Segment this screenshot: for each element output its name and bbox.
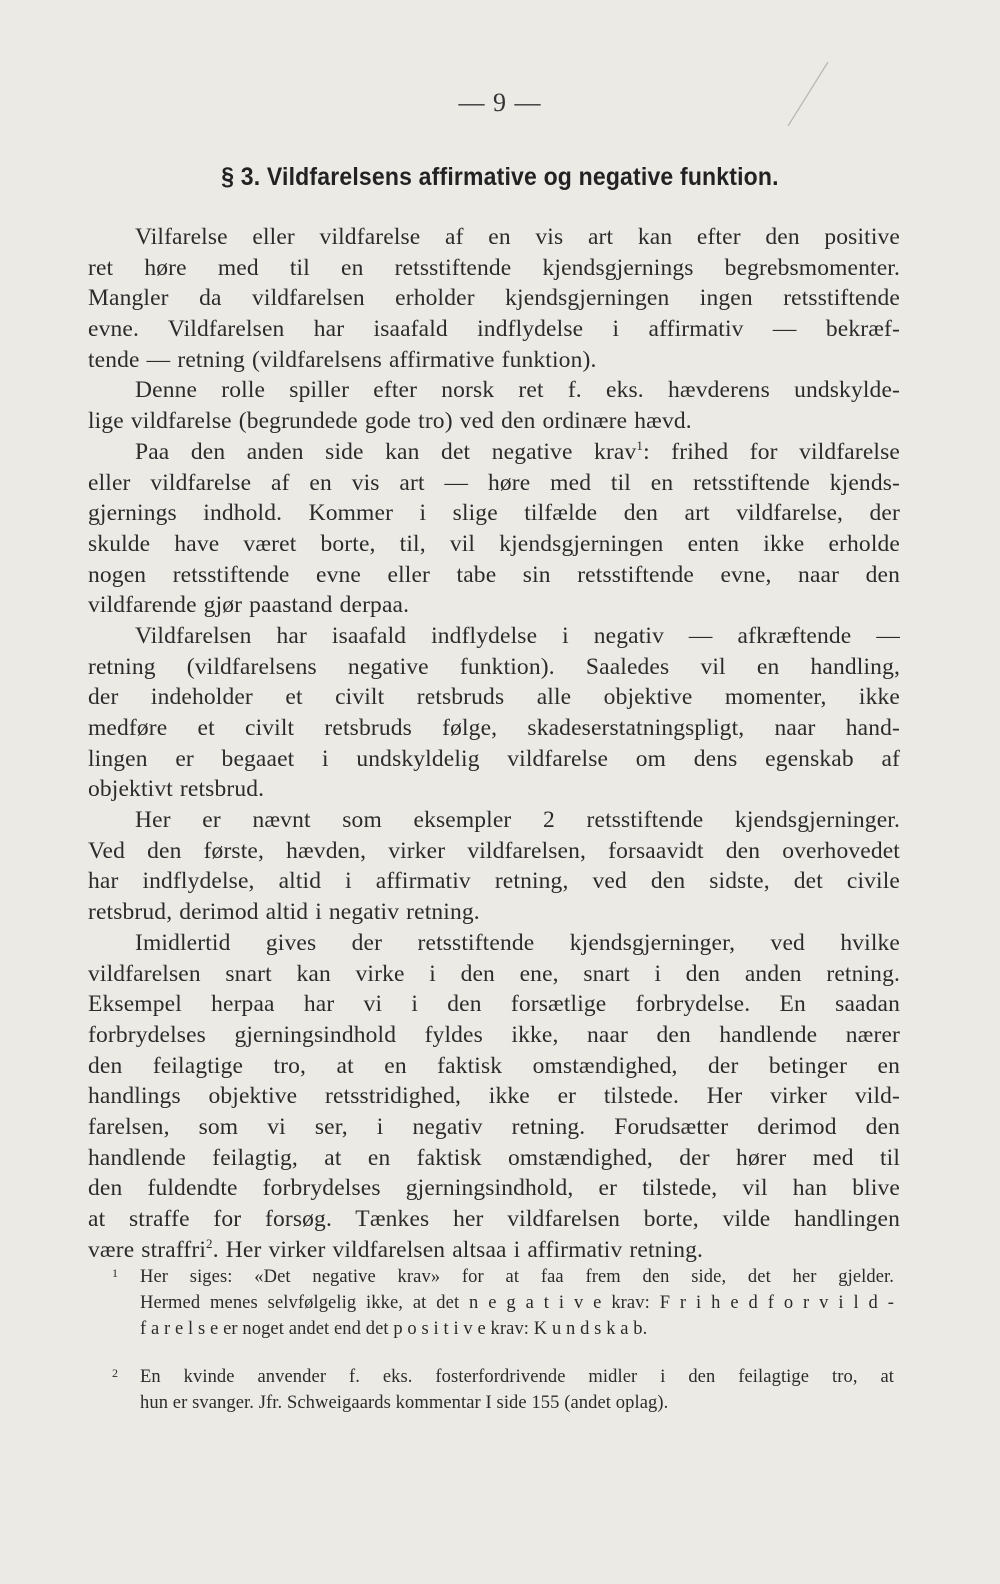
text-line-content: Ved den første, hævden, virker vildfarelsen, forsaavidt den overhovedet [88,837,900,864]
text-line-continuation: . Her virker vildfarelsen altsaa i affirmativ retning. [212,1236,704,1263]
footnote-text: hun er svanger. Jfr. Schweigaards kommentar I side 155 (andet oplag). [140,1393,669,1413]
footnotes [112,1264,894,1416]
text-line-content: eller vildfarelse af en vis art — høre med til en retsstiftende kjends- [88,469,900,496]
text-line [88,1235,900,1266]
text-line [88,1051,900,1082]
footnote-text: Hermed menes selvfølgelig ikke, at det n e g a t i v e krav: F r i h e d f o r v i l d - [140,1293,894,1313]
footnote-line [112,1390,894,1416]
text-line [88,836,900,867]
text-line [88,590,900,621]
text-line-content: vildfarelsen snart kan virke i den ene, snart i den anden retning. [88,960,900,987]
text-line-content: evne. Vildfarelsen har isaafald indflydelse i affirmativ — bekræf- [88,316,900,343]
text-line-content: Paa den anden side kan det negative krav [135,438,637,465]
text-line-content: lingen er begaaet i undskyldelig vildfarelse om dens egenskab af [88,745,900,772]
text-line-content: handlende feilagtig, at en faktisk omstændighed, der hører med til [88,1144,900,1171]
text-line-content: Mangler da vildfarelsen erholder kjendsgjerningen ingen retsstiftende [88,285,900,312]
text-line [88,744,900,775]
text-line [88,283,900,314]
text-line [88,866,900,897]
text-line-content: retsbrud, derimod altid i negativ retning. [88,899,480,926]
footnote [112,1364,894,1416]
text-line-content: den fuldendte forbrydelses gjerningsindhold, er tilstede, vil han blive [88,1175,900,1202]
text-line-content: lige vildfarelse (begrundede gode tro) ved den ordinære hævd. [88,408,692,435]
footnote-number: 1 [112,1266,119,1280]
footnote-ref: 1 [636,437,644,453]
footnote-ref: 2 [206,1235,213,1251]
text-line [88,1112,900,1143]
text-line-content: Her er nævnt som eksempler 2 retsstiftende kjendsgjerninger. [135,807,900,834]
text-line [88,652,900,683]
footnote-line [112,1290,894,1316]
text-line-content: nogen retsstiftende evne eller tabe sin retsstiftende evne, naar den [88,561,900,588]
text-line-content: den feilagtige tro, at en faktisk omstændighed, der betinger en [88,1052,900,1079]
text-line [88,498,900,529]
footnote-text: f a r e l s e er noget andet end det p o s i t i v e krav: K u n d s k a b. [140,1319,648,1339]
text-line [88,314,900,345]
footnote-line [112,1316,894,1342]
footnote [112,1264,894,1342]
text-line-content: objektivt retsbrud. [88,776,265,803]
text-line [88,529,900,560]
text-line-content: der indeholder et civilt retsbruds alle objektive momenter, ikke [88,684,900,711]
text-line-content: Imidlertid gives der retsstiftende kjendsgjerninger, ved hvilke [135,929,900,956]
footnote-text: Her siges: «Det negative krav» for at faa frem den side, det her gjelder. [140,1267,894,1287]
text-line-content: Vilfarelse eller vildfarelse af en vis art kan efter den positive [135,224,900,250]
text-line-content: har indflydelse, altid i affirmativ retning, ved den sidste, det civile [88,868,900,895]
text-line [88,1143,900,1174]
text-line [88,1081,900,1112]
footnote-number: 2 [112,1366,119,1380]
text-line-content: forbrydelses gjerningsindhold fyldes ikke, naar den handlende nærer [88,1021,900,1048]
text-line [88,253,900,284]
text-line-content: medføre et civilt retsbruds følge, skadeserstatningspligt, naar hand- [88,715,900,741]
text-line-content: handlings objektive retsstridighed, ikke er tilstede. Her virker vild- [88,1083,900,1110]
text-line-content: skulde have været borte, til, vil kjendsgjerningen enten ikke erholde [88,530,900,557]
text-line-content: være straffri [88,1236,207,1263]
text-line [88,774,900,805]
text-line-content: Denne rolle spiller efter norsk ret f. eks. hævderens undskylde- [135,377,900,404]
text-line [88,1020,900,1051]
text-line-content: tende — retning (vildfarelsens affirmative funktion). [88,346,597,373]
text-line [88,560,900,591]
text-line-content: at straffe for forsøg. Tænkes her vildfarelsen borte, vilde handlingen [88,1206,900,1232]
text-line [88,437,900,468]
body-text [88,222,900,1265]
text-line-content: gjernings indhold. Kommer i slige tilfælde den art vildfarelse, der [88,500,900,527]
text-line [88,1204,900,1235]
text-line-content: farelsen, som vi ser, i negativ retning. Forudsætter derimod den [88,1113,900,1140]
text-line [88,897,900,928]
text-line-content: retning (vildfarelsens negative funktion). Saaledes vil en handling, [88,653,900,680]
text-line [88,959,900,990]
text-line [88,805,900,836]
text-line [88,375,900,406]
text-line-content: vildfarende gjør paastand derpaa. [88,592,410,619]
text-line [88,468,900,499]
footnote-line [112,1264,894,1290]
text-line [88,222,900,253]
footnote-line [112,1364,894,1390]
page-number: — 9 — [458,88,542,117]
text-line-content: Vildfarelsen har isaafald indflydelse i negativ — afkræftende — [135,622,900,649]
text-line [88,928,900,959]
text-line [88,345,900,376]
text-line-content: ret høre med til en retsstiftende kjendsgjernings begrebsmomenter. [88,254,900,281]
text-line [88,621,900,652]
footnote-text: En kvinde anvender f. eks. fosterfordrivende midler i den feilagtige tro, at [140,1367,894,1387]
section-heading: § 3. Vildfarelsens affirmative og negative funktion. [221,163,779,191]
footnote-gap [112,1342,894,1364]
text-line [88,713,900,744]
text-line-content: Eksempel herpaa har vi i den forsætlige forbrydelse. En saadan [88,991,900,1018]
text-line [88,989,900,1020]
text-line [88,406,900,437]
text-line [88,682,900,713]
text-line-continuation: : frihed for vildfarelse [643,438,900,465]
text-line [88,1173,900,1204]
